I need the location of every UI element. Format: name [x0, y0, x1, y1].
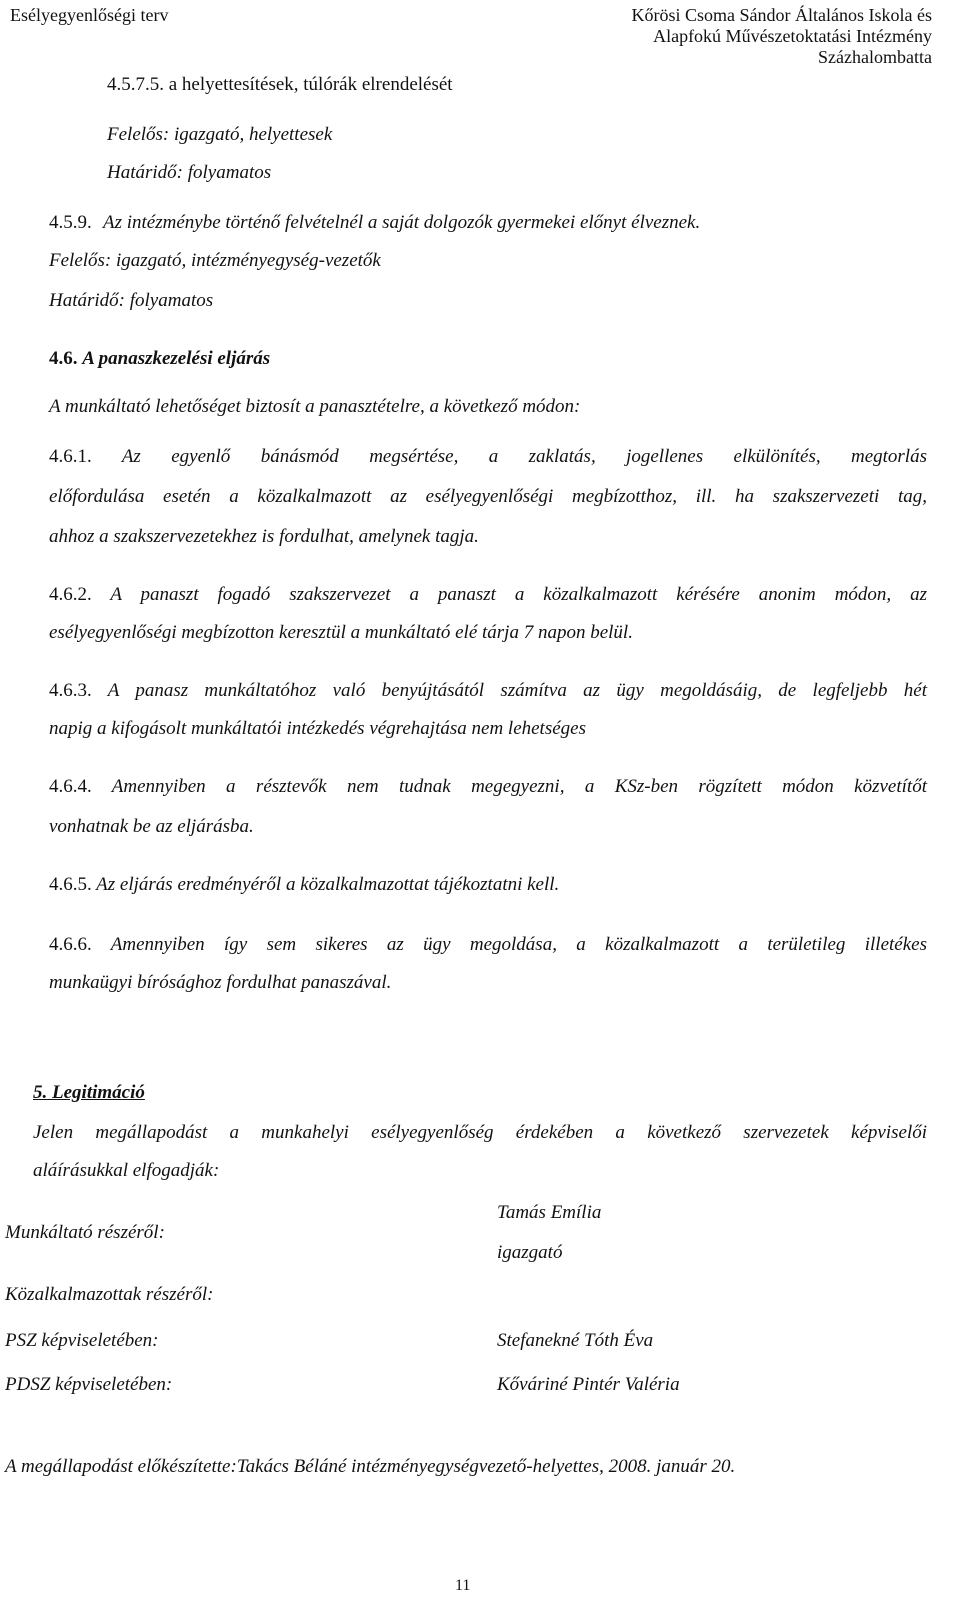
header-right-line3: Százhalombatta	[818, 47, 932, 67]
section-4-5-7-5-deadline: Határidő: folyamatos	[107, 162, 272, 183]
paragraph-4-6-2-text: A panaszt fogadó szakszervezet a panaszt a közalkalmazott kérésére anonim módon, az	[110, 584, 927, 605]
section-5-line1: Jelen megállapodást a munkahelyi esélyegyenlőség érdekében a következő szervezetek képviselői	[33, 1122, 927, 1143]
paragraph-4-6-3-line2: napig a kifogásolt munkáltatói intézkedés végrehajtása nem lehetséges	[49, 718, 586, 739]
paragraph-4-6-3-line1	[49, 680, 927, 702]
section-5-heading: 5. Legitimáció	[33, 1082, 145, 1103]
paragraph-4-6-2-line1	[49, 584, 927, 606]
paragraph-4-6-5	[49, 874, 559, 896]
paragraph-4-6-1-text: Az egyenlő bánásmód megsértése, a zaklatás, jogellenes elkülönítés, megtorlás	[121, 446, 927, 467]
section-5-line2: aláírásukkal elfogadják:	[33, 1160, 220, 1181]
section-4-5-9-text: Az intézménybe történő felvételnél a saját dolgozók gyermekei előnyt élveznek.	[103, 212, 701, 233]
paragraph-4-6-6-line2: munkaügyi bírósághoz fordulhat panaszával.	[49, 972, 392, 993]
section-4-5-7-5-responsible: Felelős: igazgató, helyettesek	[107, 124, 333, 145]
paragraph-4-6-5-text: Az eljárás eredményéről a közalkalmazottat tájékoztatni kell.	[96, 874, 560, 895]
paragraph-4-6-6-text: Amennyiben így sem sikeres az ügy megoldása, a közalkalmazott a területileg illetékes	[110, 934, 927, 955]
section-4-5-7-5-heading: 4.5.7.5. a helyettesítések, túlórák elrendelését	[107, 74, 453, 95]
header-right-line1: Kőrösi Csoma Sándor Általános Iskola és	[631, 5, 932, 25]
section-4-6-number: 4.6.	[49, 348, 78, 369]
employer-role: igazgató	[497, 1242, 563, 1263]
paragraph-4-6-3-text: A panasz munkáltatóhoz való benyújtásától számítva az ügy megoldásáig, de legfeljebb hét	[107, 680, 927, 701]
paragraph-4-6-1-number: 4.6.1.	[49, 446, 92, 467]
paragraph-4-6-1-line2: előfordulása esetén a közalkalmazott az esélyegyenlőségi megbízotthoz, ill. ha szakszervezeti tag,	[49, 486, 927, 507]
section-4-6-intro: A munkáltató lehetőséget biztosít a panasztételre, a következő módon:	[49, 396, 581, 417]
paragraph-4-6-5-number: 4.6.5.	[49, 874, 92, 895]
section-4-5-9-number: 4.5.9.	[49, 212, 92, 233]
page-number: 11	[455, 1577, 471, 1594]
employees-label: Közalkalmazottak részéről:	[5, 1284, 214, 1305]
employer-name: Tamás Emília	[497, 1202, 602, 1223]
paragraph-4-6-1-line3: ahhoz a szakszervezetekhez is fordulhat, amelynek tagja.	[49, 526, 479, 547]
paragraph-4-6-1-line1	[49, 446, 927, 468]
paragraph-4-6-4-line1	[49, 776, 927, 798]
paragraph-4-6-4-number: 4.6.4.	[49, 776, 92, 797]
paragraph-4-6-2-line2: esélyegyenlőségi megbízotton keresztül a munkáltató elé tárja 7 napon belül.	[49, 622, 633, 643]
header-right-line2: Alapfokú Művészetoktatási Intézmény	[653, 26, 932, 46]
paragraph-4-6-6-number: 4.6.6.	[49, 934, 92, 955]
header-right	[632, 5, 932, 68]
pdsz-label: PDSZ képviseletében:	[5, 1374, 173, 1395]
pdsz-name: Kőváriné Pintér Valéria	[497, 1374, 680, 1395]
section-4-5-9-deadline: Határidő: folyamatos	[49, 290, 214, 311]
employer-label: Munkáltató részéről:	[5, 1222, 165, 1243]
paragraph-4-6-4-line2: vonhatnak be az eljárásba.	[49, 816, 254, 837]
paragraph-4-6-6-line1	[49, 934, 927, 956]
section-4-5-9-responsible: Felelős: igazgató, intézményegység-vezetők	[49, 250, 381, 271]
section-4-6-title: A panaszkezelési eljárás	[82, 348, 271, 369]
paragraph-4-6-4-text: Amennyiben a résztevők nem tudnak megegyezni, a KSz-ben rögzített módon közvetítőt	[111, 776, 927, 797]
header-left: Esélyegyenlőségi terv	[10, 5, 169, 25]
psz-name: Stefanekné Tóth Éva	[497, 1330, 654, 1351]
prepared-by-note: A megállapodást előkészítette:Takács Béláné intézményegységvezető-helyettes, 2008. január 20.	[5, 1456, 736, 1477]
paragraph-4-6-2-number: 4.6.2.	[49, 584, 92, 605]
paragraph-4-6-3-number: 4.6.3.	[49, 680, 92, 701]
psz-label: PSZ képviseletében:	[5, 1330, 159, 1351]
section-4-6-heading	[49, 348, 270, 370]
